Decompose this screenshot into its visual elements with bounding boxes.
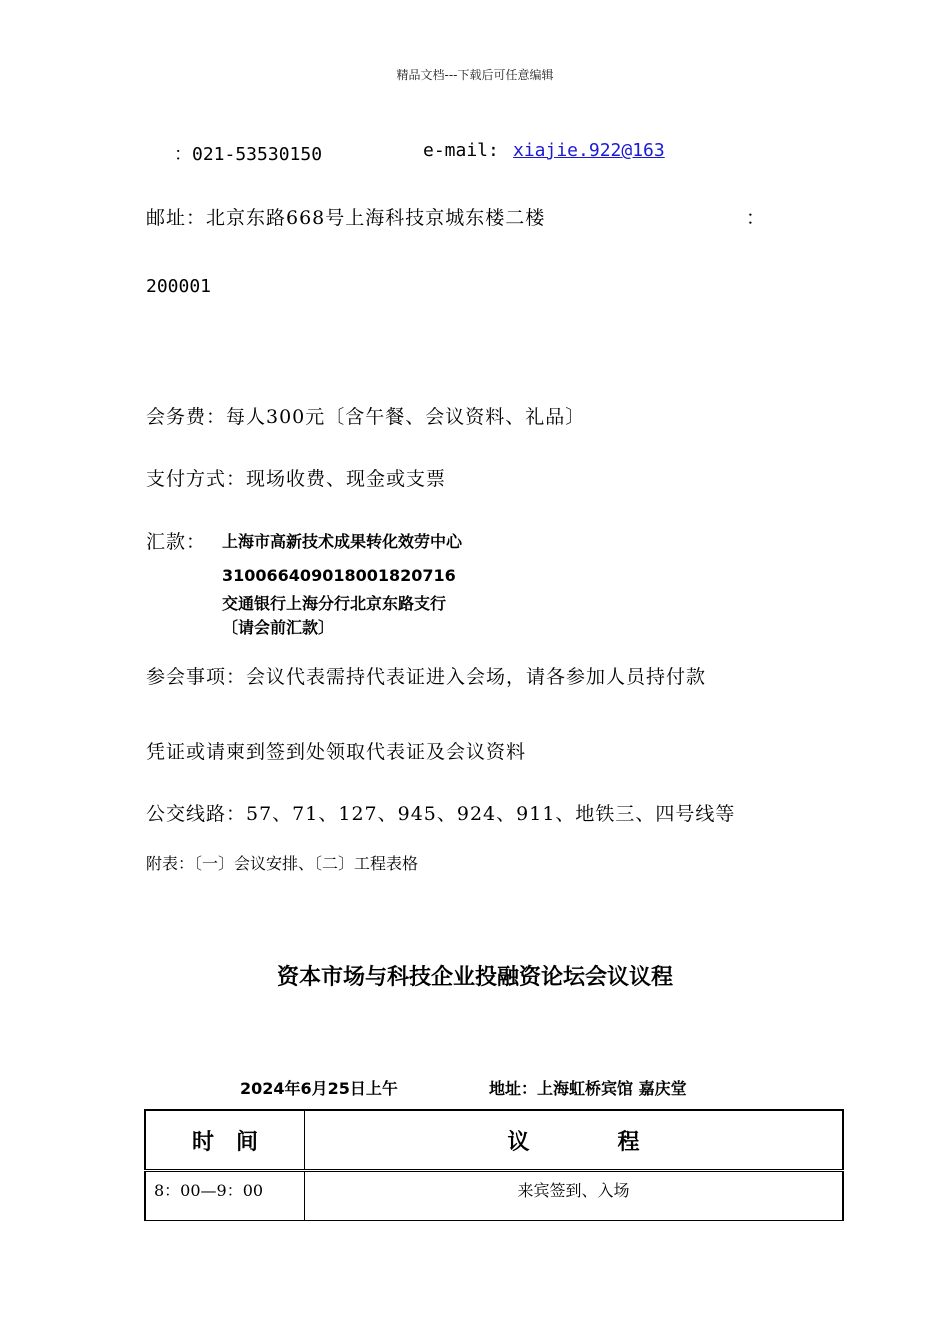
remit-account: 310066409018001820716 [222, 566, 456, 585]
agenda-table [144, 1109, 844, 1221]
bus-line: 公交线路：57、71、127、945、924、911、地铁三、四号线等 [146, 803, 736, 825]
email-label: e-mail: [423, 140, 499, 161]
email-link[interactable]: xiajie.922@163 [513, 140, 665, 161]
attachment-line: 附表：〔一〕会议安排、〔二〕工程表格 [146, 854, 419, 873]
agenda-location: 地址：上海虹桥宾馆 嘉庆堂 [489, 1079, 687, 1098]
postcode: 200001 [146, 276, 212, 297]
row-item: 来宾签到、入场 [305, 1171, 844, 1221]
agenda-date: 2024年6月25日上午 [240, 1079, 398, 1098]
fee-line: 会务费：每人300元〔含午餐、会议资料、礼品〕 [146, 406, 586, 428]
remit-label: 汇款： [146, 531, 207, 553]
address-line: 邮址：北京东路668号上海科技京城东楼二楼 [146, 207, 546, 229]
phone-number: ：021-53530150 [174, 144, 323, 165]
table-row [145, 1171, 843, 1221]
payment-line: 支付方式：现场收费、现金或支票 [146, 468, 447, 490]
remit-payee: 上海市高新技术成果转化效劳中心 [222, 532, 463, 551]
header-agenda: 议 程 [305, 1110, 844, 1171]
address-colon: ： [746, 207, 767, 229]
remit-note: 〔请会前汇款〕 [222, 618, 335, 637]
header-time: 时 间 [145, 1110, 305, 1171]
page-header: 精品文档---下载后可任意编辑 [396, 68, 554, 82]
agenda-title: 资本市场与科技企业投融资论坛会议议程 [276, 965, 673, 990]
notice-line-2: 凭证或请柬到签到处领取代表证及会议资料 [146, 741, 527, 763]
notice-line-1: 参会事项：会议代表需持代表证进入会场，请各参加人员持付款 [146, 666, 707, 688]
remit-bank: 交通银行上海分行北京东路支行 [222, 594, 447, 613]
row-time: 8：00—9：00 [145, 1171, 305, 1221]
table-header-row [145, 1110, 843, 1171]
